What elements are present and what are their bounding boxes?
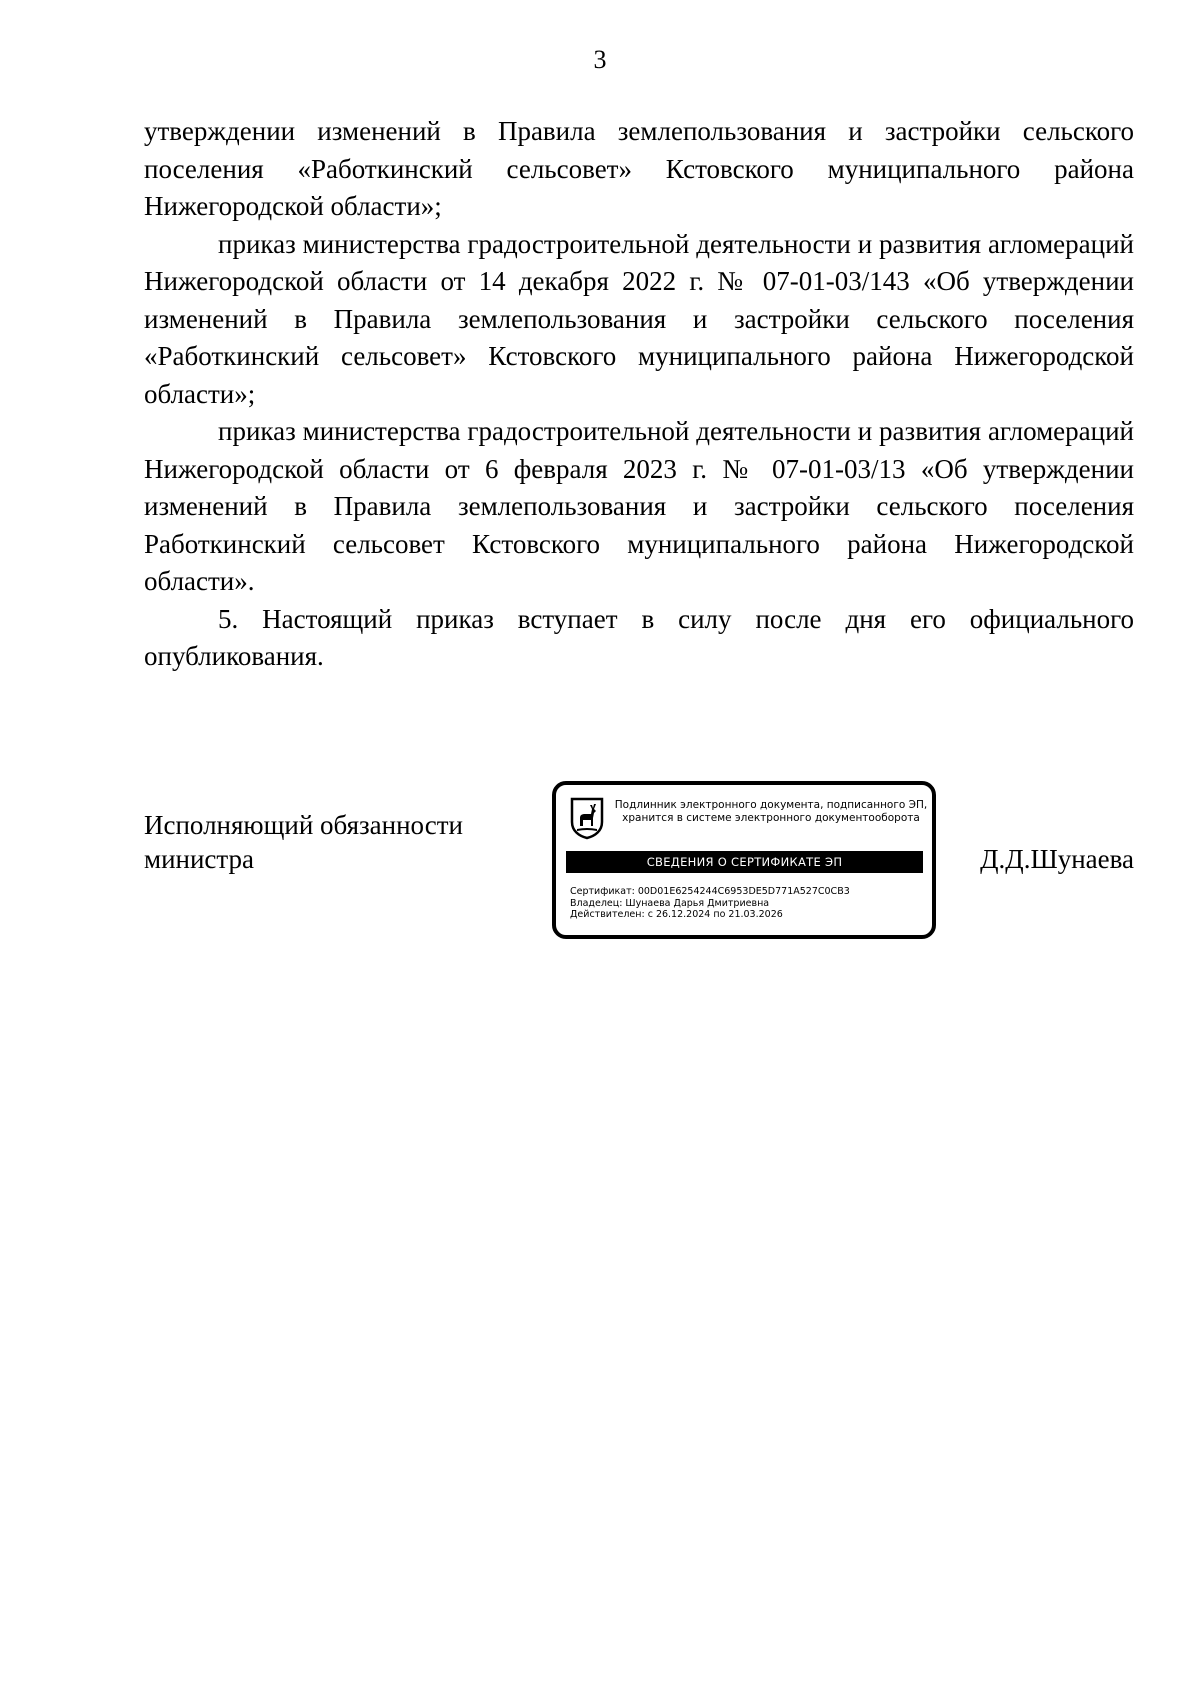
stamp-certificate-header: СВЕДЕНИЯ О СЕРТИФИКАТЕ ЭП: [566, 851, 923, 873]
deer-emblem-icon: [569, 796, 605, 840]
paragraph-effective-date: 5. Настоящий приказ вступает в силу после дня его официального опубликования.: [144, 603, 1134, 671]
paragraph-order-2023: приказ министерства градостроительной деятельности и развития агломераций Нижегородской области от 6 февраля 2023 г. № 07-01-03/13 «Об утверждении изменений в Правила землепользования и застройки сельского поселения Работкинский сельсовет Кстовского муниципального района Нижегородской области».: [144, 416, 1134, 596]
signer-title-line-1: Исполняющий обязанности: [144, 810, 463, 840]
certificate-validity: Действителен: с 26.12.2024 по 21.03.2026: [570, 909, 783, 920]
page-number: 3: [593, 45, 607, 74]
certificate-owner: Владелец: Шунаева Дарья Дмитриевна: [570, 897, 770, 909]
stamp-certificate-details: [570, 886, 926, 921]
electronic-signature-stamp: [552, 781, 936, 939]
paragraph-order-2022: приказ министерства градостроительной деятельности и развития агломераций Нижегородской области от 14 декабря 2022 г. № 07-01-03/143 «Об утверждении изменений в Правила землепользования и застройки сельского поселения «Работкинский сельсовет» Кстовского муниципального района Нижегородской области»;: [144, 228, 1134, 409]
stamp-notice: [612, 799, 930, 825]
certificate-number: Сертификат: 00D01E6254244C6953DE5D771A527C0CB3: [570, 886, 850, 897]
document-body: [144, 113, 1134, 676]
stamp-notice-line-1: Подлинник электронного документа, подписанного ЭП,: [614, 799, 928, 811]
signer-title: [144, 808, 524, 876]
stamp-notice-line-2: хранится в системе электронного документооборота: [622, 812, 920, 824]
signer-title-line-2: министра: [144, 844, 255, 874]
paragraph-continuation: утверждении изменений в Правила землепользования и застройки сельского поселения «Работкинский сельсовет» Кстовского муниципального района Нижегородской области»;: [144, 116, 1134, 221]
signer-name: Д.Д.Шунаева: [980, 844, 1134, 874]
